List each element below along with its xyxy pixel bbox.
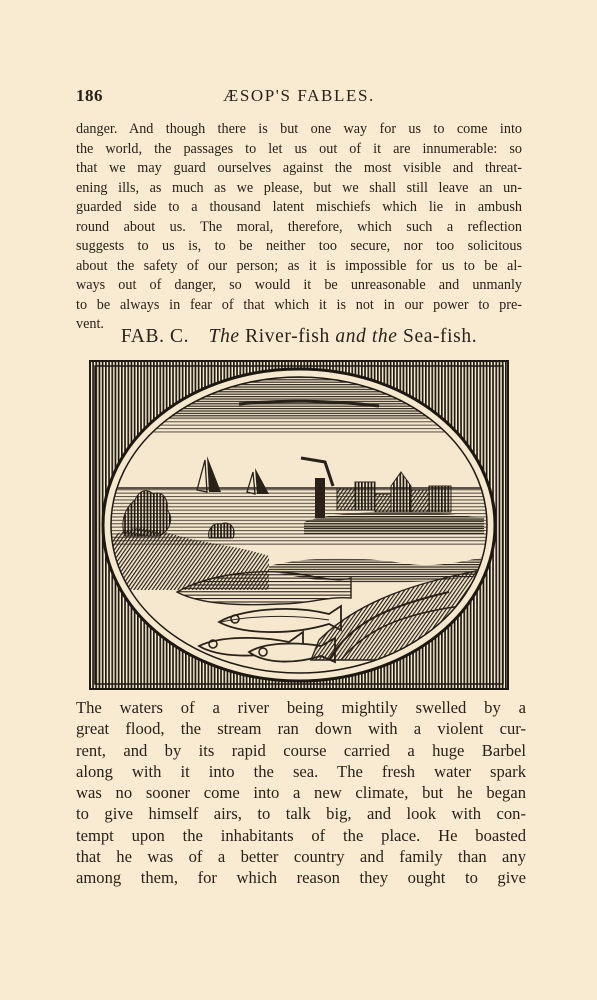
story-line: was no sooner come into a new climate, but he began	[76, 783, 526, 803]
moral-line: guarded side to a thousand latent mischiefs which lie in ambush	[76, 199, 522, 215]
moral-line: round about us. The moral, therefore, which such a reflection	[76, 218, 522, 235]
moral-line: about the safety of our person; as it is impossible for us to be al-	[76, 257, 522, 274]
book-title: ÆSOP'S FABLES.	[223, 86, 375, 105]
moral-line: vent.	[76, 316, 104, 332]
fable-heading	[76, 326, 522, 348]
woodcut-illustration	[89, 360, 509, 690]
fable-title-word: Sea-fish.	[403, 326, 478, 347]
moral-line: ening ills, as much as we please, but we shall still leave an un-	[76, 179, 522, 196]
fable-title-word: River-fish	[245, 326, 330, 347]
moral-line: that we may guard ourselves against the most visible and threat-	[76, 160, 522, 176]
running-head	[76, 86, 522, 110]
fable-title-word: and	[335, 326, 367, 347]
moral-line: the world, the passages to let us out of it are innumerable: so	[76, 140, 522, 157]
moral-line: ways out of danger, so would it be unreasonable and unmanly	[76, 277, 522, 293]
story-line: along with it into the sea. The fresh water spark	[76, 761, 526, 781]
fable-number: FAB. C.	[120, 326, 190, 347]
story-line: among them, for which reason they ought to give	[76, 868, 526, 888]
fable-title-word: The	[208, 326, 240, 347]
story-line: to give himself airs, to talk big, and look with con-	[76, 804, 526, 824]
moral-line: suggests to us is, to be neither too secure, nor too solicitous	[76, 238, 522, 254]
story-line: rent, and by its rapid course carried a huge Barbel	[76, 740, 526, 760]
story-line: great flood, the stream ran down with a violent cur-	[76, 719, 526, 739]
story-line: that he was of a better country and family than any	[76, 847, 526, 867]
page-number: 186	[76, 86, 103, 105]
story-line: tempt upon the inhabitants of the place. He boasted	[76, 825, 526, 845]
story-paragraph	[76, 697, 526, 889]
story-line: The waters of a river being mightily swelled by a	[76, 698, 526, 717]
moral-line: danger. And though there is but one way for us to come into	[76, 121, 522, 137]
moral-line: to be always in fear of that which it is not in our power to pre-	[76, 296, 522, 313]
moral-paragraph	[76, 120, 522, 335]
fable-title-word: the	[371, 326, 398, 347]
